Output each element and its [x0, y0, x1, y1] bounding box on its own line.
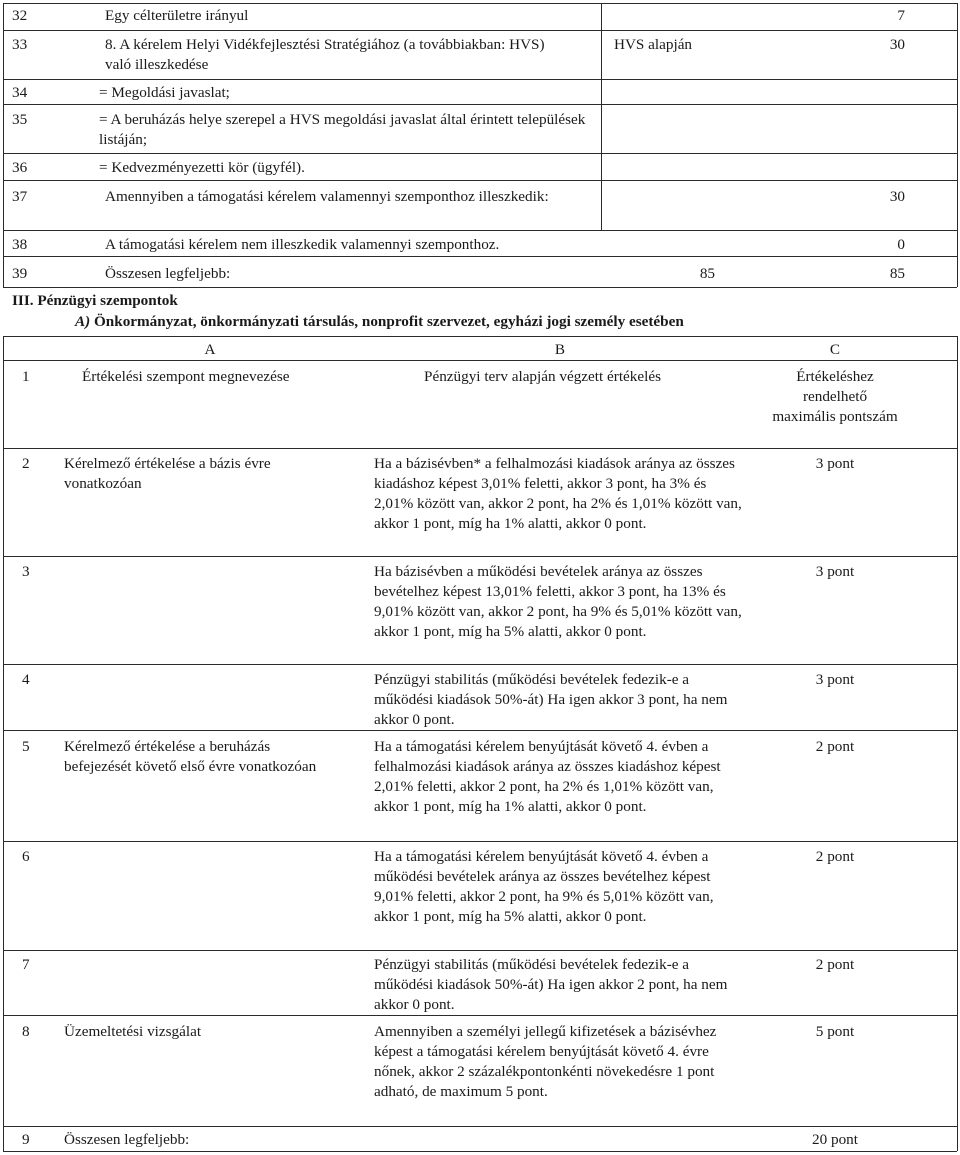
row-text: 8. A kérelem Helyi Vidékfejlesztési Stratégiához (a továbbiakban: HVS) való illeszkedése — [105, 36, 545, 73]
table-rule — [3, 153, 957, 154]
row-number: 2 — [22, 455, 30, 472]
max-points: 3 pont — [815, 563, 855, 580]
row-number: 32 — [12, 7, 28, 24]
row-number: 34 — [12, 84, 28, 101]
column-header-b: B — [554, 341, 566, 358]
max-points: 3 pont — [815, 455, 855, 472]
row-text: Összesen legfeljebb: — [105, 265, 231, 282]
row-number: 4 — [22, 671, 30, 688]
max-points: 20 pont — [812, 1131, 858, 1148]
criterion-name: Értékelési szempont megnevezése — [82, 368, 290, 385]
evaluation-text: Amennyiben a személyi jellegű kifizetések a bázisévhez képest a támogatási kérelem benyújtását követő 4. évre nőnek, akkor 2 százalékpontonkénti növekedésre 1 pont adható, de maximum 5 pont. — [374, 1023, 717, 1100]
row-text: A támogatási kérelem nem illeszkedik valamennyi szemponthoz. — [105, 236, 500, 253]
row-number: 6 — [22, 848, 30, 865]
row-basis: HVS alapján — [614, 36, 693, 53]
row-subtotal: 85 — [699, 265, 715, 282]
evaluation-text: Pénzügyi stabilitás (működési bevételek fedezik-e a működési kiadások 50%-át) Ha igen akkor 3 pont, ha nem akkor 0 pont. — [374, 671, 728, 728]
table-rule — [3, 730, 957, 731]
max-points: 3 pont — [815, 671, 855, 688]
table-rule — [3, 336, 957, 337]
table-rule — [3, 230, 957, 231]
row-score: 7 — [897, 7, 905, 24]
row-score: 30 — [889, 188, 905, 205]
row-number: 7 — [22, 956, 30, 973]
row-score: 85 — [889, 265, 905, 282]
table-rule — [601, 3, 602, 231]
row-score: 30 — [889, 36, 905, 53]
column-header-c: C — [829, 341, 841, 358]
criterion-name: Összesen legfeljebb: — [64, 1131, 190, 1148]
table-rule — [3, 841, 957, 842]
evaluation-text: Ha a támogatási kérelem benyújtását követő 4. évben a működési bevételek aránya az összes bevételhez képest 9,01% feletti, akkor 2 pont, ha 9% és 5,01% között van, akkor 1 pont, míg ha 5% alatti, akkor 0 pont. — [374, 848, 714, 925]
row-text: = Kedvezményezetti kör (ügyfél). — [99, 159, 305, 176]
table-rule — [957, 336, 958, 1151]
section-heading: III. Pénzügyi szempontok — [12, 292, 178, 309]
table-rule — [957, 3, 958, 287]
evaluation-text: Ha bázisévben a működési bevételek aránya az összes bevételhez képest 13,01% feletti, akkor 3 pont, ha 13% és 9,01% között van, akkor 2 pont, ha 9% és 5,01% között van, akkor 1 pont, míg ha 5% alatti, akkor 0 pont. — [374, 563, 742, 640]
column-header-a: A — [204, 341, 216, 358]
section-subheading — [75, 312, 684, 332]
max-points: 2 pont — [815, 848, 855, 865]
row-text: Amennyiben a támogatási kérelem valamennyi szemponthoz illeszkedik: — [105, 188, 549, 205]
evaluation-text: Pénzügyi terv alapján végzett értékelés — [424, 368, 661, 385]
row-number: 35 — [12, 111, 28, 128]
table-rule — [3, 3, 957, 4]
criterion-name: Kérelmező értékelése a beruházás befejezését követő első évre vonatkozóan — [64, 738, 317, 775]
row-number: 5 — [22, 738, 30, 755]
max-points: 2 pont — [815, 956, 855, 973]
row-text: = A beruházás helye szerepel a HVS megoldási javaslat által érintett települések listáján; — [99, 111, 586, 148]
row-number: 1 — [22, 368, 30, 385]
table-rule — [3, 1126, 957, 1127]
row-number: 3 — [22, 563, 30, 580]
subheading-text: Önkormányzat, önkormányzati társulás, nonprofit szervezet, egyházi jogi személy esetében — [90, 313, 684, 330]
row-number: 8 — [22, 1023, 30, 1040]
row-number: 39 — [12, 265, 28, 282]
table-rule — [3, 950, 957, 951]
criterion-name: Kérelmező értékelése a bázis évre vonatkozóan — [64, 455, 271, 492]
row-score: 0 — [897, 236, 905, 253]
table-rule — [3, 448, 957, 449]
table-rule — [3, 336, 4, 1151]
table-rule — [3, 664, 957, 665]
row-number: 37 — [12, 188, 28, 205]
table-rule — [3, 30, 957, 31]
row-number: 38 — [12, 236, 28, 253]
max-points: 2 pont — [815, 738, 855, 755]
subheading-letter: A) — [75, 313, 91, 330]
table-rule — [3, 180, 957, 181]
evaluation-text: Ha a bázisévben* a felhalmozási kiadások aránya az összes kiadáshoz képest 3,01% feletti, akkor 3 pont, ha 3% és 2,01% között van, akkor 2 pont, ha 2% és 1,01% között van, akkor 1 pont, míg ha 1% alatti, akkor 0 pont. — [374, 455, 742, 532]
table-rule — [3, 3, 4, 287]
table-rule — [3, 556, 957, 557]
row-number: 33 — [12, 36, 28, 53]
row-text: = Megoldási javaslat; — [99, 84, 230, 101]
table-rule — [3, 104, 957, 105]
max-points: Értékeléshez rendelhető maximális pontszám — [772, 368, 898, 425]
criterion-name: Üzemeltetési vizsgálat — [64, 1023, 202, 1040]
max-points: 5 pont — [815, 1023, 855, 1040]
row-number: 36 — [12, 159, 28, 176]
table-rule — [3, 287, 957, 288]
table-rule — [3, 256, 957, 257]
table-rule — [3, 360, 957, 361]
table-rule — [3, 79, 957, 80]
table-rule — [3, 1015, 957, 1016]
row-text: Egy célterületre irányul — [105, 7, 249, 24]
evaluation-text: Ha a támogatási kérelem benyújtását követő 4. évben a felhalmozási kiadások aránya az összes kiadáshoz képest 2,01% feletti, akkor 2 pont, ha 2% és 1,01% között van, akkor 1 pont, míg ha 1% alatti, akkor 0 pont. — [374, 738, 721, 815]
evaluation-text: Pénzügyi stabilitás (működési bevételek fedezik-e a működési kiadások 50%-át) Ha igen akkor 2 pont, ha nem akkor 0 pont. — [374, 956, 728, 1013]
table-rule — [3, 1151, 957, 1152]
row-number: 9 — [22, 1131, 30, 1148]
